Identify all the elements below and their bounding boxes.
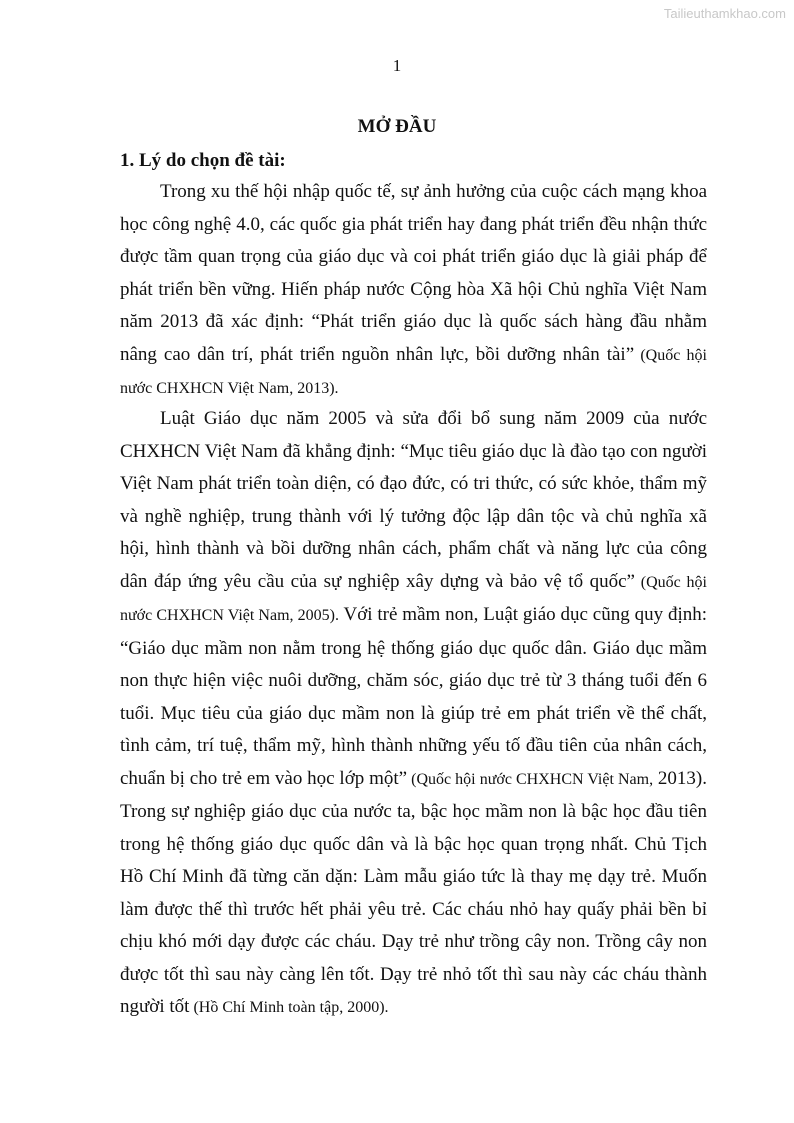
paragraph-2-tail-2: 2013). Trong sự nghiệp giáo dục của nước ta, bậc học mầm non là bậc học đầu tiên trong hệ thống giáo dục quốc dân và là bậc học quan trọng nhất. Chủ Tịch Hồ Chí Minh đã từng căn dặn: Làm mẫu giáo tức là thay mẹ dạy trẻ. Muốn làm được thế thì trước hết phải yêu trẻ. Các cháu nhỏ hay quấy phải bền bỉ chịu khó mới dạy được các cháu. Dạy trẻ như trồng cây non. Trồng cây non được tốt thì sau này càng lên tốt. Dạy trẻ nhỏ tốt thì sau này các cháu thành người tốt <box>120 767 708 1017</box>
watermark-text: Tailieuthamkhao.com <box>663 6 786 21</box>
paragraph-2-tail: Với trẻ mầm non, Luật giáo dục cũng quy định: “Giáo dục mầm non nằm trong hệ thống giáo dục quốc dân. Giáo dục mầm non thực hiện việc nuôi dưỡng, chăm sóc, giáo dục trẻ từ 3 tháng tuổi đến 6 tuổi. Mục tiêu của giáo dục mầm non là giúp trẻ em phát triển về thể chất, tình cảm, trí tuệ, thẩm mỹ, hình thành những yếu tố đầu tiên của nhân cách, chuẩn bị cho trẻ em vào học lớp một” <box>120 604 707 789</box>
page-title: MỞ ĐẦU <box>357 116 437 137</box>
paragraph-1-citation: (Quốc hội nước CHXHCN Việt Nam, 2013). <box>120 346 707 397</box>
paragraph-2-text: Luật Giáo dục năm 2005 và sửa đổi bổ sung năm 2009 của nước CHXHCN Việt Nam đã khẳng định: “Mục tiêu giáo dục là đào tạo con người Việt Nam phát triển toàn diện, có đạo đức, có tri thức, có sức khỏe, thẩm mỹ và nghề nghiệp, trung thành với lý tưởng độc lập dân tộc và chủ nghĩa xã hội, hình thành và bồi dưỡng nhân cách, phẩm chất và năng lực của công dân đáp ứng yêu cầu của sự nghiệp xây dựng và bảo vệ tổ quốc” <box>120 408 707 592</box>
paragraph-2-citation-2: (Quốc hội nước CHXHCN Việt Nam, <box>407 770 654 788</box>
paragraph-2-citation-3: (Hồ Chí Minh toàn tập, 2000). <box>189 999 389 1016</box>
paragraph-1-text: Trong xu thế hội nhập quốc tế, sự ảnh hưởng của cuộc cách mạng khoa học công nghệ 4.0, các quốc gia phát triển hay đang phát triển đều nhận thức được tầm quan trọng của giáo dục và coi phát triển giáo dục là giải pháp để phát triển bền vững. Hiến pháp nước Cộng hòa Xã hội Chủ nghĩa Việt Nam năm 2013 đã xác định: “Phát triển giáo dục là quốc sách hàng đầu nhằm nâng cao dân trí, phát triển nguồn nhân lực, bồi dưỡng nhân tài” <box>120 181 707 365</box>
section-heading: 1. Lý do chọn đề tài: <box>120 150 286 171</box>
paragraph-1 <box>120 176 707 406</box>
page-number: 1 <box>392 56 402 75</box>
paragraph-2-citation: (Quốc hội nước CHXHCN Việt Nam, 2005). <box>120 573 707 624</box>
paragraph-2 <box>120 403 707 1025</box>
